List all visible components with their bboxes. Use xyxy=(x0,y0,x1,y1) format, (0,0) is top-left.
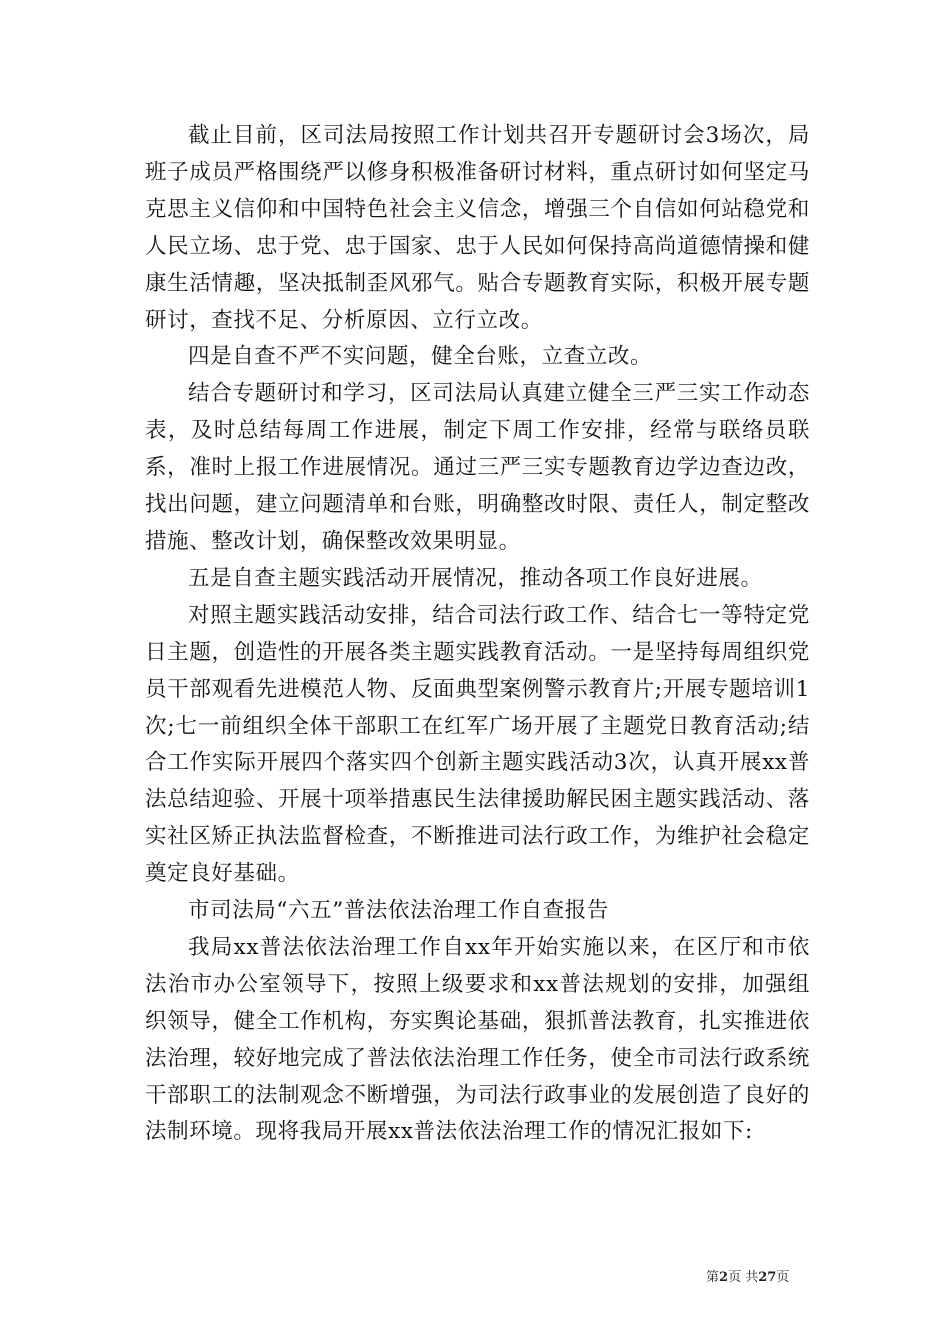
paragraph-practice-activities: 对照主题实践活动安排，结合司法行政工作、结合七一等特定党日主题，创造性的开展各类主题实践教育活动。一是坚持每周组织党员干部观看先进模范人物、反面典型案例警示教育片;开展专题培训1次;七一前组织全体干部职工在红军广场开展了主题党日教育活动;结合工作实际开展四个落实四个创新主题实践活动3次，认真开展xx普法总结迎验、开展十项举措惠民生法律援助解民困主题实践活动、落实社区矫正执法监督检查，不断推进司法行政工作，为维护社会稳定奠定良好基础。 xyxy=(145,602,810,887)
footer-total-pages: 27 xyxy=(758,1270,777,1285)
footer-middle: 页 共 xyxy=(728,1270,759,1285)
page-footer xyxy=(706,1270,789,1286)
footer-suffix: 页 xyxy=(776,1270,790,1285)
report-title: 市司法局“六五”普法依法治理工作自查报告 xyxy=(188,898,609,924)
document-body xyxy=(145,118,810,1151)
paragraph-report-intro: 我局xx普法依法治理工作自xx年开始实施以来，在区厅和市依法治市办公室领导下，按照上级要求和xx普法规划的安排，加强组织领导，健全工作机构，夯实舆论基础，狠抓普法教育，扎实推进依法治理，较好地完成了普法依法治理工作任务，使全市司法行政系统干部职工的法制观念不断增强，为司法行政事业的发展创造了良好的法制环境。现将我局开展xx普法依法治理工作的情况汇报如下: xyxy=(145,934,810,1145)
footer-prefix: 第 xyxy=(706,1270,720,1285)
paragraph-ledger-rectification: 结合专题研讨和学习，区司法局认真建立健全三严三实工作动态表，及时总结每周工作进展，制定下周工作安排，经常与联络员联系，准时上报工作进展情况。通过三严三实专题教育边学边查边改，找出问题，建立问题清单和台账，明确整改时限、责任人，制定整改措施、整改计划，确保整改效果明显。 xyxy=(145,381,810,554)
paragraph-heading-five: 五是自查主题实践活动开展情况，推动各项工作良好进展。 xyxy=(188,565,763,591)
footer-current-page: 2 xyxy=(719,1270,729,1285)
paragraph-heading-four: 四是自查不严不实问题，健全台账，立查立改。 xyxy=(188,344,653,370)
paragraph-seminar-summary: 截止目前，区司法局按照工作计划共召开专题研讨会3场次，局班子成员严格围绕严以修身积极准备研讨材料，重点研讨如何坚定马克思主义信仰和中国特色社会主义信念，增强三个自信如何站稳党和人民立场、忠于党、忠于国家、忠于人民如何保持高尚道德情操和健康生活情趣，坚决抵制歪风邪气。贴合专题教育实际，积极开展专题研讨，查找不足、分析原因、立行立改。 xyxy=(145,123,810,333)
